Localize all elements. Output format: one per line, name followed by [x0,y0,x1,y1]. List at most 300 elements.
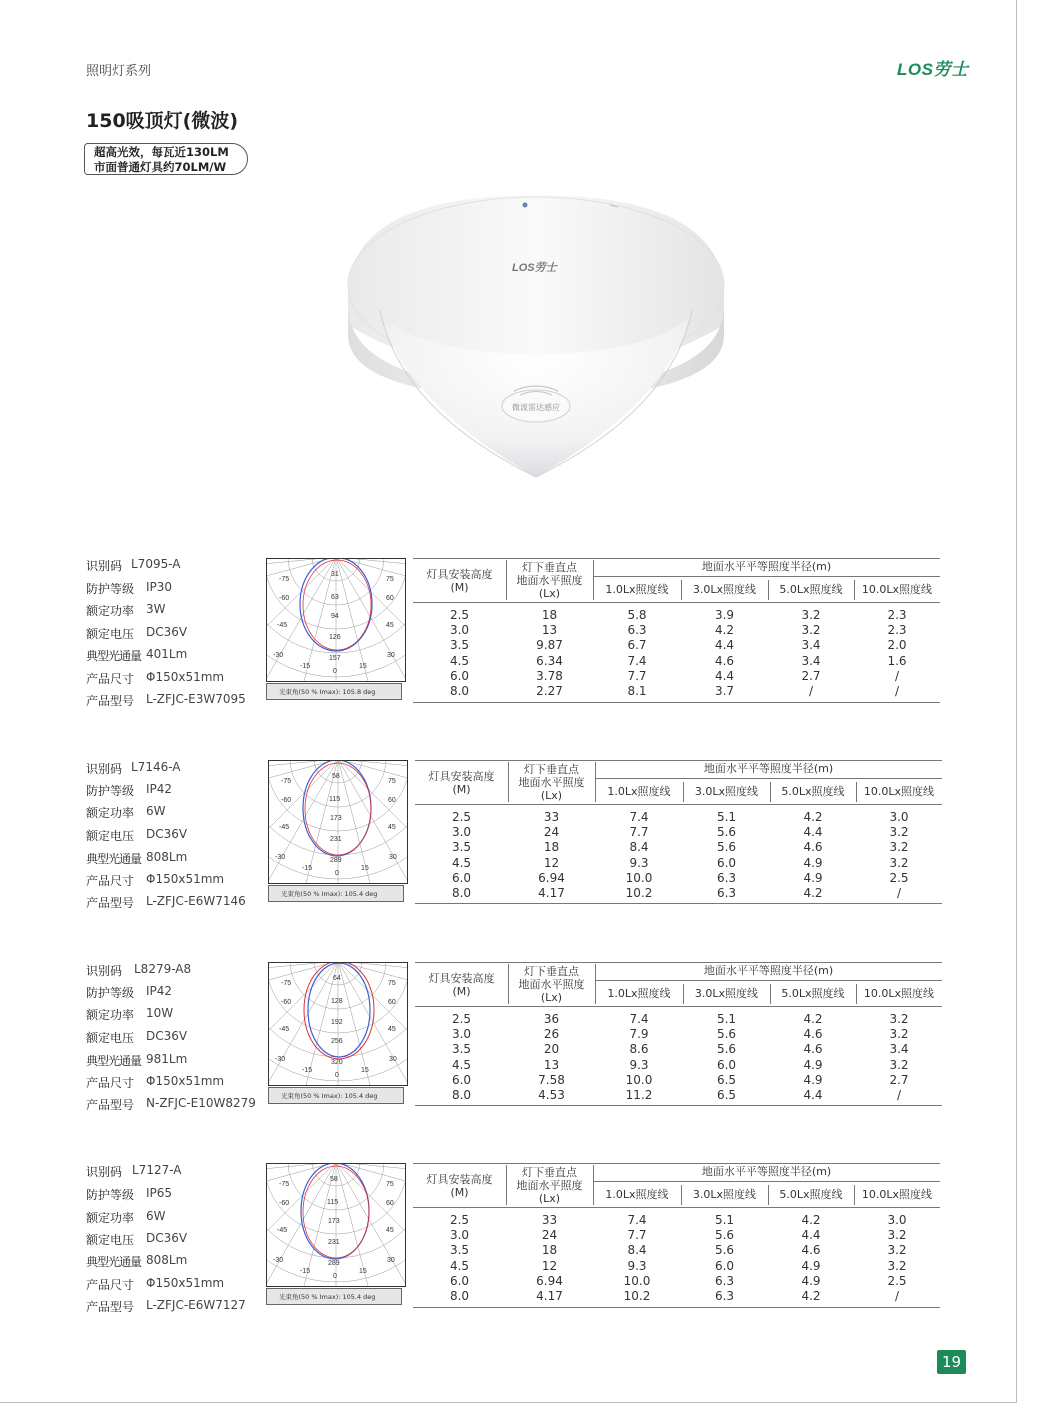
spec-label-flux: 典型光通量 [86,852,142,866]
table-cell: 4.9 [803,1057,823,1072]
spec-value-model: L-ZFJC-E6W7127 [146,1298,246,1312]
table-cell: 7.7 [627,668,647,683]
table-cell: 3.2 [889,1057,909,1072]
table-cell: 4.5 [451,855,472,870]
header-horizontal-illuminance: 地面水平照度 [518,978,585,991]
spec-value-flux: 981Lm [146,1052,188,1066]
table-cell: 4.2 [803,886,823,900]
table-cell: 6.5 [716,1072,737,1087]
table-cell: 4.9 [801,1258,821,1273]
table-cell: 2.5 [889,870,909,885]
header-install-height-unit: (M) [452,985,471,998]
table-cell: 7.4 [629,1012,649,1026]
table-cell: 3.2 [889,855,909,870]
table-cell: 6.34 [536,653,563,668]
table-cell: 24 [543,825,560,840]
polar-angle-neg60: -60 [279,595,290,602]
beam-angle-label: 光束角(50 % Imax): 105.4 deg [268,885,404,902]
spec-label-code: 识别码 [86,1165,123,1179]
spec-value-code: L7095-A [131,557,181,571]
spec-value-ip: IP30 [146,580,173,594]
header-3lx: 3.0Lx照度线 [692,583,757,596]
table-cell: 5.6 [716,840,737,855]
table-cell: 3.0 [449,623,470,638]
table-cell: 2.27 [536,684,563,698]
table-cell: 8.1 [627,684,647,698]
spec-label-power: 额定功率 [86,1211,135,1225]
polar-angle-neg30: -30 [273,1257,284,1264]
table-cell: 8.0 [449,1289,470,1303]
polar-angle-neg60: -60 [281,797,292,804]
table-cell: 3.2 [889,1027,909,1042]
table-cell: 11.2 [625,1088,653,1102]
table-cell: 2.5 [451,810,472,824]
spec-value-power: 10W [146,1006,174,1020]
table-cell: 3.4 [801,638,821,653]
table-cell: 4.2 [801,1213,821,1227]
table-cell: 1.6 [887,653,907,668]
header-3lx: 3.0Lx照度线 [694,987,759,1000]
polar-angle-neg30: -30 [273,652,284,659]
table-cell: 6.0 [451,1072,472,1087]
table-cell: 9.3 [627,1258,647,1273]
header-10lx: 10.0Lx照度线 [861,1188,933,1201]
table-cell: 8.4 [629,840,649,855]
table-cell: 36 [543,1012,560,1026]
table-cell: 12 [541,1258,558,1273]
table-cell: 3.2 [801,608,821,622]
table-cell: / [896,886,902,900]
polar-value-5: 289 [330,857,342,864]
table-cell: 2.3 [887,608,907,622]
header-radius-group: 地面水平平等照度半径(m) [703,964,834,977]
polar-angle-45: 45 [386,622,394,629]
polar-plot [269,963,407,1085]
polar-angle-neg15: -15 [300,663,311,670]
table-cell: 6.3 [716,886,737,900]
spec-value-ip: IP65 [146,1186,173,1200]
polar-angle-45: 45 [388,1026,396,1033]
polar-angle-45: 45 [388,824,396,831]
spec-label-ip: 防护等级 [86,784,135,798]
spec-label-size: 产品尺寸 [86,1076,135,1090]
polar-angle-15: 15 [361,865,369,872]
table-cell: 3.9 [714,608,735,622]
polar-angle-30: 30 [387,652,395,659]
table-cell: 6.0 [716,855,737,870]
polar-value-2: 115 [329,796,341,803]
header-lx-unit: (Lx) [538,1192,561,1205]
table-cell: 6.0 [716,1057,737,1072]
illuminance-table [413,1163,940,1309]
polar-value-1: 64 [333,975,341,982]
spec-label-ip: 防护等级 [86,1188,135,1202]
header-radius-group: 地面水平平等照度半径(m) [703,762,834,775]
table-cell: 6.3 [716,870,737,885]
polar-angle-neg45: -45 [277,1227,288,1234]
spec-label-size: 产品尺寸 [86,672,135,686]
table-cell: 3.2 [887,1228,907,1243]
spec-value-flux: 401Lm [146,647,188,661]
table-cell: 7.7 [627,1228,647,1243]
spec-value-code: L8279-A8 [134,962,192,976]
table-cell: 2.3 [887,623,907,638]
spec-value-power: 6W [146,1209,166,1223]
table-cell: 4.4 [803,1088,823,1102]
table-cell: 6.0 [449,1273,470,1288]
header-5lx: 5.0Lx照度线 [779,1188,843,1201]
polar-angle-60: 60 [388,797,396,804]
polar-angle-15: 15 [361,1067,369,1074]
table-cell: 4.9 [801,1273,821,1288]
table-cell: 3.2 [889,840,909,855]
page-number: 19 [937,1350,966,1374]
table-cell: 7.4 [629,810,649,824]
polar-value-5: 157 [329,655,341,662]
table-cell: 2.0 [887,638,907,653]
spec-label-flux: 典型光通量 [86,1255,142,1269]
header-3lx: 3.0Lx照度线 [694,785,759,798]
table-cell: 9.87 [536,638,563,653]
spec-label-model: 产品型号 [86,694,135,708]
header-1lx: 1.0Lx照度线 [607,987,671,1000]
polar-angle-60: 60 [386,595,394,602]
product-logo: LOS劳士 [512,262,557,274]
table-cell: 4.17 [536,1289,563,1303]
table-cell: 10.0 [623,1273,651,1288]
table-cell: 6.0 [449,668,470,683]
table-cell: 2.5 [449,608,470,622]
table-cell: 6.7 [627,638,647,653]
table-cell: 3.5 [451,1042,472,1057]
header-1lx: 1.0Lx照度线 [607,785,671,798]
table-cell: 4.6 [801,1243,821,1258]
table-cell: 4.17 [538,886,565,900]
spec-value-power: 3W [146,602,166,616]
table-cell: 18 [541,608,558,622]
table-cell: / [896,1088,902,1102]
table-cell: 8.6 [629,1042,649,1057]
table-cell: 3.5 [449,1243,470,1258]
illuminance-table [415,760,942,906]
polar-value-4: 231 [330,836,342,843]
spec-label-voltage: 额定电压 [86,829,135,843]
table-cell: 4.5 [451,1057,472,1072]
polar-angle-0: 0 [333,668,337,675]
table-cell: 6.3 [714,1289,735,1303]
polar-angle-0: 0 [335,1072,339,1079]
table-cell: 33 [541,1213,558,1227]
polar-angle-75: 75 [388,778,396,785]
header-horizontal-illuminance: 地面水平照度 [518,776,585,789]
table-cell: 4.4 [714,638,735,653]
header-radius-group: 地面水平平等照度半径(m) [701,560,832,573]
polar-value-3: 192 [331,1019,343,1026]
table-cell: 18 [541,1243,558,1258]
table-cell: 8.0 [449,684,470,698]
polar-value-5: 320 [331,1059,343,1066]
spec-value-code: L7146-A [131,760,181,774]
polar-angle-neg15: -15 [302,865,313,872]
table-cell: 3.78 [536,668,563,683]
table-cell: 4.2 [803,1012,823,1026]
spec-label-voltage: 额定电压 [86,1233,135,1247]
table-cell: 5.6 [716,1027,737,1042]
spec-label-power: 额定功率 [86,806,135,820]
polar-value-2: 115 [327,1199,339,1206]
table-cell: 8.0 [451,1088,472,1102]
polar-plot-box [266,558,406,682]
spec-value-size: Φ150x51mm [146,1074,225,1088]
table-cell: 5.6 [714,1243,735,1258]
polar-angle-15: 15 [359,663,367,670]
spec-value-ip: IP42 [146,782,173,796]
table-cell: 4.4 [803,825,823,840]
spec-value-size: Φ150x51mm [146,670,225,684]
table-cell: 6.3 [627,623,647,638]
polar-angle-30: 30 [389,854,397,861]
polar-diagram [266,558,406,704]
header-10lx: 10.0Lx照度线 [861,583,933,596]
table-cell: 10.2 [625,886,653,900]
polar-angle-neg75: -75 [279,1181,290,1188]
polar-value-4: 256 [331,1038,343,1045]
beam-angle-label: 光束角(50 % Imax): 105.4 deg [266,1288,402,1305]
table-cell: 18 [543,840,560,855]
spec-value-model: L-ZFJC-E6W7146 [146,894,246,908]
header-vertical-point: 灯下垂直点 [524,763,579,776]
spec-label-voltage: 额定电压 [86,627,135,641]
table-cell: 26 [543,1027,560,1042]
table-cell: 2.7 [889,1072,909,1087]
table-cell: 3.0 [451,1027,472,1042]
polar-plot-box [268,962,408,1086]
table-cell: 10.0 [625,870,653,885]
table-cell: 4.4 [801,1228,821,1243]
table-cell: 13 [543,1057,560,1072]
header-10lx: 10.0Lx照度线 [863,785,935,798]
spec-value-code: L7127-A [132,1163,182,1177]
spec-label-size: 产品尺寸 [86,874,135,888]
table-cell: 6.94 [536,1273,563,1288]
polar-angle-neg75: -75 [279,576,290,583]
table-cell: / [808,684,814,698]
polar-value-4: 231 [328,1239,340,1246]
table-cell: 24 [541,1228,558,1243]
table-cell: 3.2 [889,1012,909,1026]
sensor-label: 微波雷达感应 [512,403,560,412]
polar-angle-neg45: -45 [279,824,290,831]
header-10lx: 10.0Lx照度线 [863,987,935,1000]
spec-label-model: 产品型号 [86,896,135,910]
polar-value-4: 126 [329,634,341,641]
table-cell: 3.0 [887,1213,907,1227]
polar-plot-box [268,760,408,884]
table-cell: 4.2 [714,623,735,638]
header-5lx: 5.0Lx照度线 [781,785,845,798]
header-install-height: 灯具安装高度 [426,568,493,581]
table-cell: 9.3 [629,855,649,870]
table-cell: 3.2 [887,1243,907,1258]
table-cell: 5.8 [627,608,647,622]
table-cell: 2.5 [449,1213,470,1227]
header-vertical-point: 灯下垂直点 [524,965,579,978]
polar-angle-15: 15 [359,1268,367,1275]
header-install-height: 灯具安装高度 [426,1173,493,1186]
illuminance-table [415,962,942,1108]
header-lx-unit: (Lx) [538,587,561,600]
header-install-height: 灯具安装高度 [428,770,495,783]
table-cell: 7.4 [627,1213,647,1227]
spec-value-voltage: DC36V [146,625,188,639]
table-cell: 6.0 [714,1258,735,1273]
table-cell: 3.5 [449,638,470,653]
polar-plot-box [266,1163,406,1287]
polar-plot [267,1164,405,1286]
spec-label-power: 额定功率 [86,1008,135,1022]
polar-angle-neg15: -15 [300,1268,311,1275]
polar-angle-neg45: -45 [277,622,288,629]
polar-value-1: 31 [331,571,339,578]
header-install-height-unit: (M) [452,783,471,796]
spec-value-flux: 808Lm [146,1253,188,1267]
efficiency-badge [84,143,248,175]
spec-label-ip: 防护等级 [86,986,135,1000]
table-cell: 10.0 [625,1072,653,1087]
polar-value-3: 94 [331,613,339,620]
table-cell: 4.2 [801,1289,821,1303]
table-cell: 4.2 [803,810,823,824]
series-label: 照明灯系列 [86,64,152,79]
table-cell: 4.9 [803,855,823,870]
polar-plot [267,559,405,681]
table-cell: 10.2 [623,1289,651,1303]
table-cell: 3.0 [449,1228,470,1243]
spec-label-flux: 典型光通量 [86,1054,142,1068]
spec-value-voltage: DC36V [146,827,188,841]
polar-value-2: 63 [331,594,339,601]
table-cell: 4.6 [803,1027,823,1042]
spec-value-voltage: DC36V [146,1231,188,1245]
polar-angle-30: 30 [389,1056,397,1063]
table-cell: 20 [543,1042,560,1057]
table-cell: 4.9 [803,870,823,885]
header-3lx: 3.0Lx照度线 [692,1188,757,1201]
header-install-height-unit: (M) [450,1186,469,1199]
polar-angle-45: 45 [386,1227,394,1234]
spec-label-code: 识别码 [86,559,123,573]
beam-angle-label: 光束角(50 % Imax): 105.8 deg [266,683,402,700]
page-border-bottom [0,1402,1017,1403]
spec-value-size: Φ150x51mm [146,872,225,886]
header-install-height: 灯具安装高度 [428,972,495,985]
brand-logo: LOS劳士 [897,60,969,79]
table-cell: 5.6 [716,825,737,840]
polar-value-1: 58 [332,773,340,780]
header-horizontal-illuminance: 地面水平照度 [516,574,583,587]
polar-angle-neg60: -60 [279,1200,290,1207]
table-cell: 4.6 [803,1042,823,1057]
spec-value-flux: 808Lm [146,850,188,864]
polar-angle-neg45: -45 [279,1026,290,1033]
table-cell: 6.5 [716,1088,737,1102]
badge-line-2: 市面普通灯具约70LM/W [94,160,227,174]
table-cell: 4.6 [803,840,823,855]
table-cell: 7.9 [629,1027,649,1042]
table-cell: 4.4 [714,668,735,683]
table-cell: 5.1 [716,810,737,824]
table-cell: 5.1 [716,1012,737,1026]
table-cell: 6.3 [714,1273,735,1288]
spec-value-model: N-ZFJC-E10W8279 [146,1096,256,1110]
polar-value-2: 128 [331,998,343,1005]
polar-angle-neg60: -60 [281,999,292,1006]
spec-label-flux: 典型光通量 [86,649,142,663]
header-lx-unit: (Lx) [540,991,563,1004]
table-cell: 4.6 [714,653,735,668]
spec-value-ip: IP42 [146,984,173,998]
polar-angle-30: 30 [387,1257,395,1264]
polar-angle-neg30: -30 [275,1056,286,1063]
polar-angle-neg75: -75 [281,980,292,987]
header-5lx: 5.0Lx照度线 [781,987,845,1000]
table-cell: 2.7 [801,668,821,683]
polar-diagram [268,962,408,1108]
table-cell: / [894,684,900,698]
header-1lx: 1.0Lx照度线 [605,583,669,596]
table-cell: 3.7 [714,684,735,698]
polar-angle-0: 0 [333,1273,337,1280]
page-title: 150吸顶灯(微波) [86,110,239,132]
table-cell: 4.5 [449,653,470,668]
spec-value-power: 6W [146,804,166,818]
spec-value-size: Φ150x51mm [146,1276,225,1290]
table-cell: 8.0 [451,886,472,900]
table-cell: 3.2 [887,1258,907,1273]
spec-label-model: 产品型号 [86,1300,135,1314]
table-cell: / [894,668,900,683]
badge-line-1: 超高光效，每瓦近130LM [94,145,229,159]
table-cell: 7.58 [538,1072,565,1087]
table-cell: 9.3 [629,1057,649,1072]
table-cell: 3.5 [451,840,472,855]
table-cell: 4.5 [449,1258,470,1273]
polar-value-3: 173 [330,815,342,822]
header-horizontal-illuminance: 地面水平照度 [516,1179,583,1192]
table-cell: 33 [543,810,560,824]
spec-label-power: 额定功率 [86,604,135,618]
table-cell: 7.7 [629,825,649,840]
table-cell: 7.4 [627,653,647,668]
polar-angle-neg15: -15 [302,1067,313,1074]
polar-diagram [266,1163,406,1309]
table-cell: 3.0 [451,825,472,840]
spec-label-voltage: 额定电压 [86,1031,135,1045]
polar-value-5: 289 [328,1260,340,1267]
table-cell: 3.4 [801,653,821,668]
header-vertical-point: 灯下垂直点 [522,561,577,574]
polar-angle-75: 75 [388,980,396,987]
table-cell: 2.5 [887,1273,907,1288]
table-cell: 6.0 [451,870,472,885]
table-cell: 5.6 [714,1228,735,1243]
polar-angle-60: 60 [388,999,396,1006]
spec-label-model: 产品型号 [86,1098,135,1112]
table-cell: 12 [543,855,560,870]
page-border-right [1016,0,1017,1402]
polar-plot [269,761,407,883]
beam-angle-label: 光束角(50 % Imax): 105.4 deg [268,1087,404,1104]
